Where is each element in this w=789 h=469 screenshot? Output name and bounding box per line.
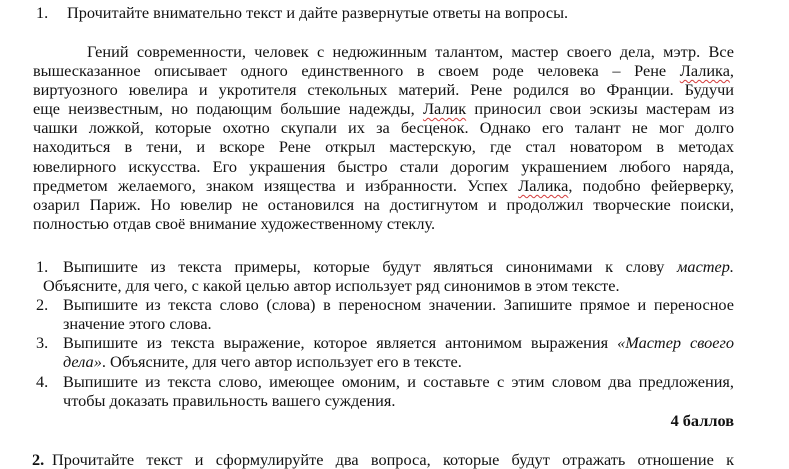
passage-line-3: виртуозного ювелира и укротителя стекольных материй. Рене родился во Франции. Будучи [33,80,734,99]
task-1-number: 1. [36,3,49,22]
passage-line-9: озарил Париж. Но ювелир не остановился на достигнутом и продолжил творческие поиски, [33,195,734,214]
question-2-line-1: Выпишите из текста слово (слова) в переносном значении. Запишите прямое и переносное [63,295,734,314]
passage-line-2 [33,61,734,80]
question-4-line-1: Выпишите из текста слово, имеющее омоним, и составьте с этим словом два предложения, [63,372,734,391]
task-2-instruction: Прочитайте текст и сформулируйте два вопроса, которые будут отражать отношение к [52,450,734,469]
question-1-line-2: Объясните, для чего, с какой целью автор использует ряд синонимов в этом тексте. [43,276,620,295]
passage-line-5: чашки ложкой, которые охотно скупали их за бесценок. Однако его талант не мог долго [33,118,734,137]
question-1-number: 1. [36,257,49,276]
question-keyword: дела» [63,352,102,371]
question-keyword: «Мастер своего [617,333,734,352]
passage-text: приносил свои эскизы мастерам из [466,99,735,118]
passage-line-1: Гений современности, человек с недюжинным талантом, мастер своего дела, мэтр. Все [87,42,734,61]
passage-line-6: находиться в тени, и вскоре Рене открыл мастерскую, где стал новатором в методах [33,137,734,156]
passage-text: предметом желаемого, знаком изящества и избранности. Успех [33,176,519,195]
question-2-number: 2. [36,295,49,314]
passage-name-lalique: Лалик [422,99,467,118]
task-1-instruction: Прочитайте внимательно текст и дайте развернутые ответы на вопросы. [67,3,569,22]
passage-text: , [729,61,734,80]
question-3-line-2 [63,352,734,371]
question-3-line-1 [63,333,734,352]
passage-line-4 [33,99,734,118]
passage-line-8 [33,176,734,195]
passage-line-7: ювелирного искусства. Его украшения быстро стали дорогим украшением любого наряда, [33,157,734,176]
question-1-line-1 [63,257,734,276]
passage-text: , подобно фейерверку, [568,176,734,195]
question-4-number: 4. [36,372,49,391]
question-keyword: мастер. [677,257,734,276]
question-text: Выпишите из текста выражение, которое является антонимом выражения [63,333,618,352]
task-2-number: 2. [32,450,45,469]
question-text: Выпишите из текста примеры, которые будут являться синонимами к слову [63,257,678,276]
score-label: 4 баллов [670,411,734,430]
passage-line-10: полностью отдав своё внимание художественному стеклу. [33,214,436,233]
question-3-number: 3. [36,333,49,352]
passage-text: еще неизвестным, но подающим большие надежды, [33,99,423,118]
passage-text: вышесказанное описывает одного единственного в своем роде человека – Рене [33,61,680,80]
passage-name-lalique: Лалика [518,176,569,195]
question-4-line-2: чтобы доказать правильность вашего суждения. [63,391,396,410]
question-2-line-2: значение этого слова. [63,314,212,333]
passage-name-lalique: Лалика [679,61,730,80]
question-text: . Объясните, для чего автор использует его в тексте. [101,352,462,371]
